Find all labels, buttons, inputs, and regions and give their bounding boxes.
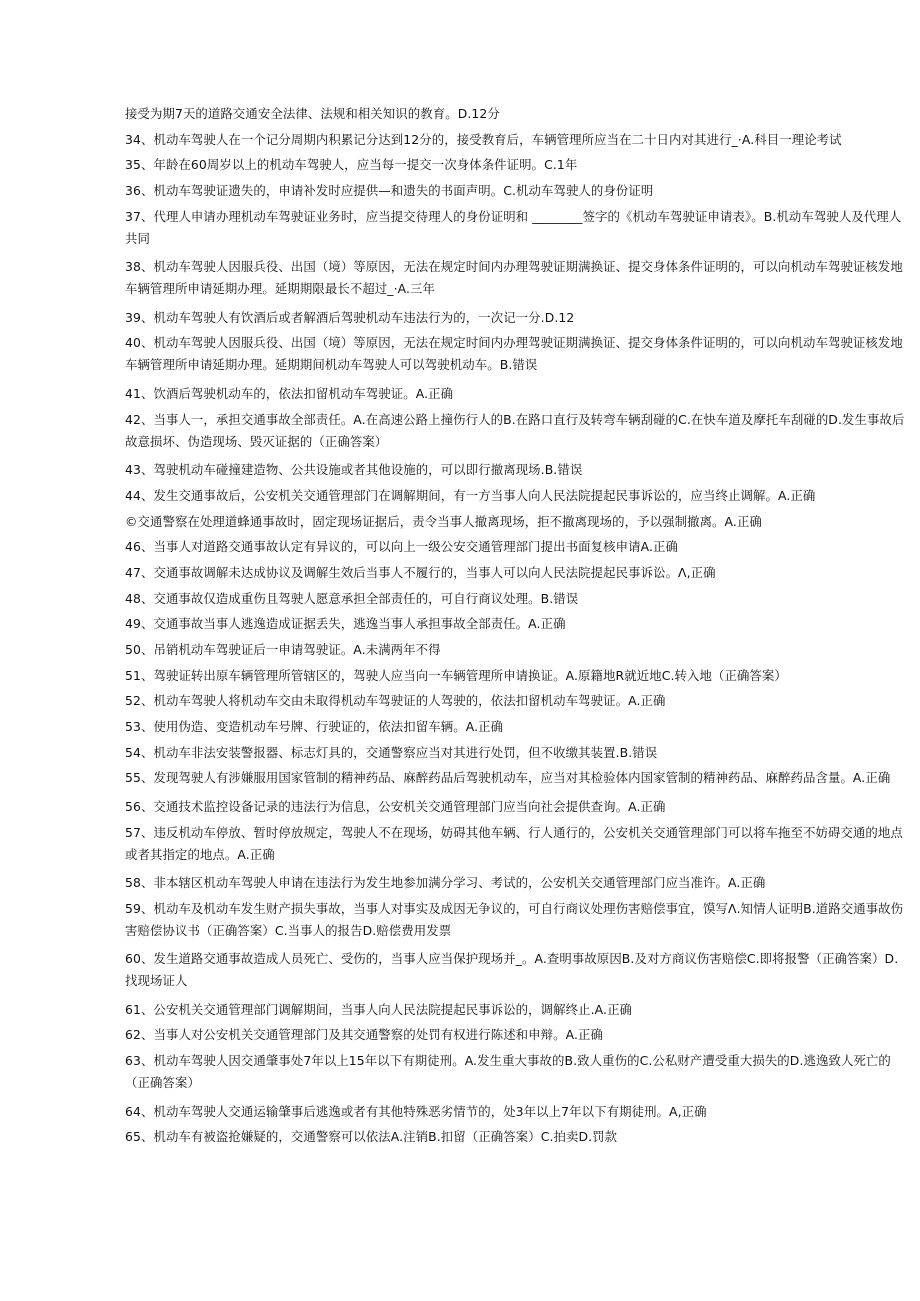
question-63: 63、机动车驾驶人因交通肇事处7年以上15年以下有期徒刑。A.发生重大事故的B.致人重伤的C.公私财产遭受重大损失的D.逃逸致人死亡的（正确答案） — [125, 1053, 891, 1091]
question-44: 44、发生交通事故后，公安机关交通管理部门在调解期间，有一方当事人向人民法院提起民事诉讼的，应当终止调解。A.正确 — [125, 487, 816, 503]
question-57: 57、违反机动车停放、暂时停放规定，驾驶人不在现场，妨碍其他车辆、行人通行的，公安机关交通管理部门可以将车拖至不妨碍交通的地点或者其指定的地点。A.正确 — [125, 824, 903, 862]
question-60: 60、发生道路交通事故造成人员死亡、受伤的，当事人应当保护现场并_。A.查明事故原因B.及对方商议伤害赔偿C.即将报警（正确答案）D.找现场证人 — [125, 951, 899, 989]
question-39: 39、机动车驾驶人有饮酒后或者解酒后驾驶机动车违法行为的，一次记一分.D.12 — [125, 309, 575, 325]
question-65: 65、机动车有被盗抢嫌疑的，交通警察可以依法A.注销B.扣留（正确答案）C.拍卖D.罚款 — [125, 1129, 618, 1145]
document-page — [125, 103, 905, 1152]
question-48: 48、交通事故仅造成重伤且驾驶人愿意承担全部责任的，可自行商议处理。B.错误 — [125, 590, 579, 606]
question-34: 34、机动车驾驶人在一个记分周期内积累记分达到12分的，接受教育后，车辆管理所应当在二十日内对其进行_·A.科目一理论考试 — [125, 131, 842, 147]
question-62: 62、当事人对公安机关交通管理部门及其交通警察的处罚有权进行陈述和申辩。A.正确 — [125, 1027, 604, 1043]
question-56: 56、交通技术监控设备记录的违法行为信息，公安机关交通管理部门应当向社会提供查询。A.正确 — [125, 798, 666, 814]
question-50: 50、吊销机动车驾驶证后一申请驾驶证。A.未满两年不得 — [125, 641, 441, 657]
question-59: 59、机动车及机动车发生财产损失事故，当事人对事实及成因无争议的，可自行商议处理伤害赔偿事宜，馍写Λ.知情人证明B.道路交通事故伤害赔偿协议书（正确答案）C.当事人的报告D.赔偿费用发票 — [125, 900, 904, 938]
question-35: 35、年龄在60周岁以上的机动车驾驶人，应当每一提交一次身体条件证明。C.1年 — [125, 157, 578, 173]
question-61: 61、公安机关交通管理部门调解期间，当事人向人民法院提起民事诉讼的，调解终止.A.正确 — [125, 1001, 633, 1017]
question-64: 64、机动车驾驶人交通运输肇事后逃逸或者有其他特殊恶劣情节的，处3年以上7年以下有期徒刑。A,正确 — [125, 1103, 707, 1119]
question-40: 40、机动车驾驶人因服兵役、出国（境）等原因，无法在规定时间内办理驾驶证期满换证、提交身体条件证明的，可以向机动车驾驶证核发地车辆管理所申请延期办理。延期期间机动车驾驶人可以驾驶机动车。B.错误 — [125, 335, 903, 373]
question-38: 38、机动车驾驶人因服兵役、出国（境）等原因，无法在规定时间内办理驾驶证期满换证、提交身体条件证明的，可以向机动车驾驶证核发地车辆管理所申请延期办理。延期期限最长不超过_·A.三年 — [125, 259, 903, 297]
question-41: 41、饮酒后驾驶机动车的，依法扣留机动车驾驶证。A.正确 — [125, 385, 454, 401]
question-46: 46、当事人对道路交通事故认定有异议的，可以向上一级公安交通管理部门提出书面复核申请A.正确 — [125, 539, 678, 555]
text-line-33-continuation: 接受为期7天的道路交通安全法律、法规和相关知识的教育。D.12分 — [125, 106, 500, 121]
question-51: 51、驾驶证转出原车辆管理所管辖区的，驾驶人应当向一车辆管理所申请换证。A.原籍地R就近地C.转入地（正确答案） — [125, 667, 787, 683]
question-37: 37、代理人申请办理机动车驾驶证业务时，应当提交待理人的身份证明和 ________签字的《机动车驾驶证申请表》。B.机动车驾驶人及代理人共同 — [125, 208, 902, 246]
question-52: 52、机动车驾驶人将机动车交由未取得机动车驾驶证的人驾驶的，依法扣留机动车驾驶证。A.正确 — [125, 693, 666, 709]
question-36: 36、机动车驾驶证遗失的，申请补发时应提供—和遗失的书面声明。C.机动车驾驶人的身份证明 — [125, 183, 654, 199]
question-45: ©交通警察在处理道蜂通事故时，固定现场证据后，责令当事人撤离现场，拒不撤离现场的，予以强制撤离。A.正确 — [125, 513, 762, 529]
question-54: 54、机动车非法安装警报器、标志灯具的，交通警察应当对其进行处罚，但不收缴其装置.B.错误 — [125, 744, 658, 760]
question-47: 47、交通事故调解未达成协议及调解生效后当事人不履行的，当事人可以向人民法院提起民事诉讼。Λ,正确 — [125, 564, 716, 580]
question-42: 42、当事人一，承担交通事故全部责任。A.在高速公路上撞伤行人的B.在路口直行及转弯车辆刮碰的C.在快车道及摩托车刮碰的D.发生事故后故意损坏、伪造现场、毁灭证据的（正确答案） — [125, 411, 905, 449]
question-49: 49、交通事故当事人逃逸造成证据丢失，逃逸当事人承担事故全部责任。A.正确 — [125, 616, 566, 632]
question-58: 58、非本辖区机动车驾驶人申请在违法行为发生地参加满分学习、考试的，公安机关交通管理部门应当准许。A.正确 — [125, 875, 766, 891]
question-55: 55、发现驾驶人有涉嫌服用国家管制的精神药品、麻醉药品后驾驶机动车，应当对其检验体内国家管制的精神药品、麻醉药品含量。A.正确 — [125, 770, 891, 786]
question-43: 43、驾驶机动车碰撞建造物、公共设施或者其他设施的，可以即行撤离现场.B.错误 — [125, 462, 583, 478]
question-53: 53、使用伪造、变造机动车号牌、行驶证的，依法扣留车辆。A.正确 — [125, 719, 504, 734]
